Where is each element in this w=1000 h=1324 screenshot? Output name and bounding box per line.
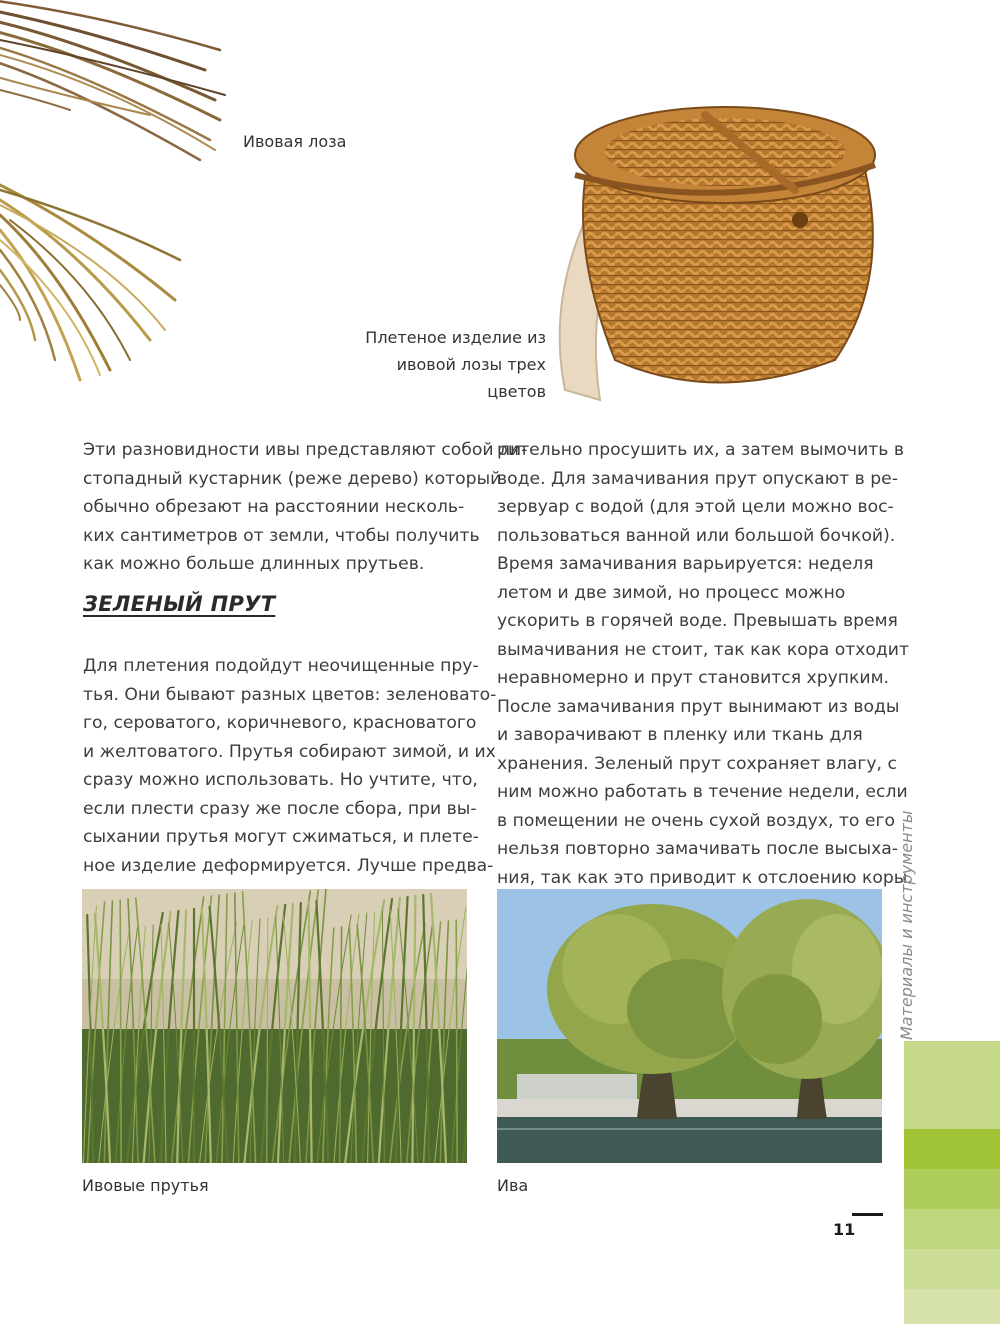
willow-vine-caption: Ивовая лоза (243, 132, 347, 151)
basket-caption-line-1: Плетеное изделие из (365, 328, 546, 347)
section-tab-decor (904, 1289, 1000, 1324)
section-tab-decor (904, 1041, 1000, 1129)
willow-vine-bundles-image (0, 0, 230, 385)
section-tab-decor (904, 1209, 1000, 1249)
intro-paragraph: Эти разновидности ивы представляют собой ли- стопадный кустарник (реже дерево) который обычно обрезают на расстоянии несколь- ких сантиметров от земли, чтобы получить как можно больше длинных прутьев. (83, 440, 528, 574)
section-heading: ЗЕЛЕНЫЙ ПРУТ (83, 592, 276, 616)
wicker-basket-image (545, 60, 890, 410)
basket-caption-line-2: ивовой лозы трех (396, 355, 546, 374)
willow-rods-caption: Ивовые прутья (82, 1176, 209, 1195)
basket-caption (360, 324, 546, 405)
reed-stroke (456, 920, 457, 1163)
willow-rods-photo (82, 889, 467, 1163)
section-tab-decor (904, 1249, 1000, 1289)
page-number-rule (852, 1213, 883, 1216)
basket-caption-line-3: цветов (487, 382, 546, 401)
section-tab-decor (904, 1169, 1000, 1209)
willow-tree-caption: Ива (497, 1176, 529, 1195)
right-column-paragraph: рительно просушить их, а затем вымочить в воде. Для замачивания прут опускают в ре- зервуар с водой (для этой цели можно вос- пользоваться ванной или большой бочкой). Время замачивания варьируется: неделя летом и две зимой, но процесс можно ускорить в горячей воде. Превышать время вымачивания не стоит, так как кора отходит неравномерно и прут становится хрупким. После замачивания прут вынимают из воды и заворачивают в пленку или ткань для хранения. Зеленый прут сохраняет влагу, с ним можно работать в течение недели, если в помещении не очень сухой воздух, то его нельзя повторно замачивать после высыха- ния, так как это приводит к отслоению коры. (497, 440, 913, 888)
section-tab-decor (904, 1129, 1000, 1169)
left-column-paragraph: Для плетения подойдут неочищенные пру- тья. Они бывают разных цветов: зеленовато- го, сероватого, коричневого, красноватого и желтоватого. Прутья собирают зимой, и их сразу можно использовать. Но учтите, что, если плести сразу же после сбора, при вы- сыхании прутья могут сжиматься, и плете- ное изделие деформируется. Лучше предва- (83, 656, 497, 876)
reed-stroke (120, 900, 121, 1163)
willow-tree-photo (497, 889, 882, 1163)
page-number: 11 (833, 1220, 856, 1239)
